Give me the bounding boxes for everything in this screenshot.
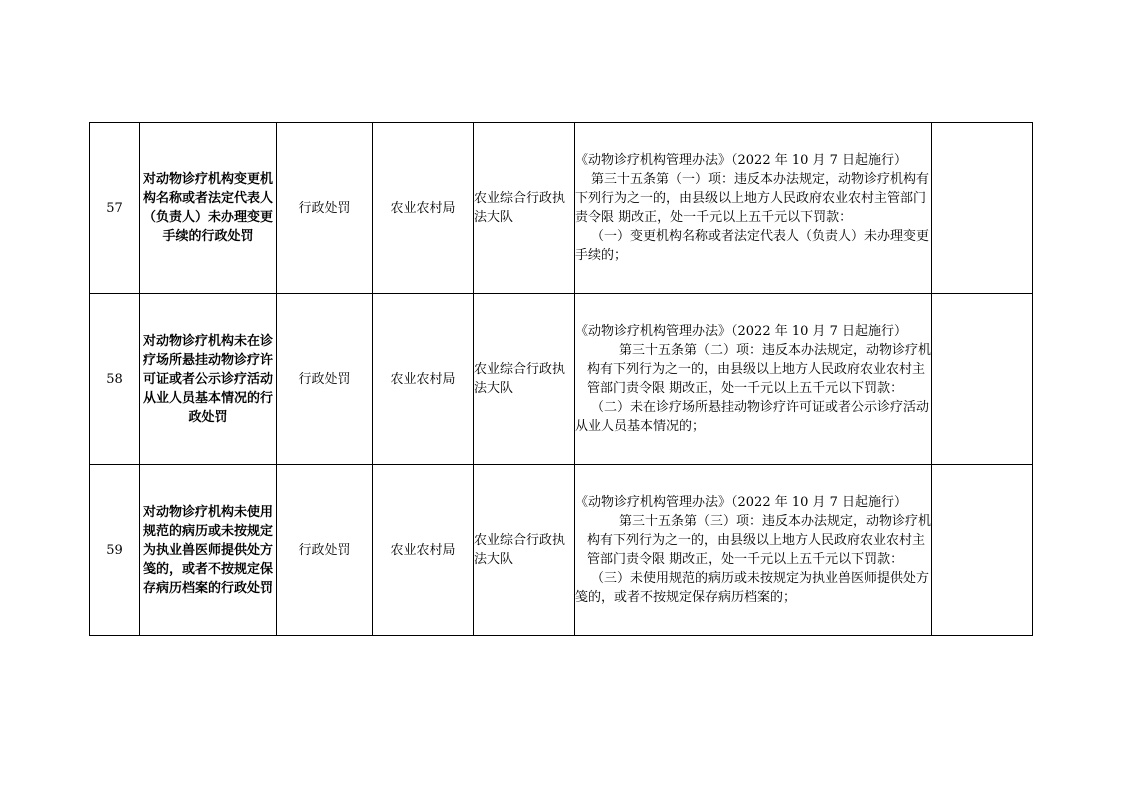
basis-item: （二）未在诊疗场所悬挂动物诊疗许可证或者公示诊疗活动从业人员基本情况的； [575, 400, 930, 434]
remark-cell [932, 123, 1033, 294]
row-number: 58 [90, 294, 140, 465]
basis-item: （三）未使用规范的病历或未按规定为执业兽医师提供处方笺的，或者不按规定保存病历档案的； [575, 571, 930, 605]
penalty-table [89, 122, 1033, 636]
executing-unit: 农业综合行政执法大队 [474, 123, 575, 294]
remark-cell [932, 294, 1033, 465]
table-row [90, 123, 1033, 294]
basis-law: 《动物诊疗机构管理办法》（2022 年 10 月 7 日起施行） [575, 495, 908, 510]
table-row [90, 465, 1033, 636]
item-category: 行政处罚 [277, 294, 373, 465]
legal-basis [575, 465, 932, 636]
responsible-department: 农业农村局 [373, 123, 474, 294]
responsible-department: 农业农村局 [373, 294, 474, 465]
item-category: 行政处罚 [277, 123, 373, 294]
basis-item: （一）变更机构名称或者法定代表人（负责人）未办理变更手续的； [575, 229, 930, 263]
legal-basis [575, 123, 932, 294]
executing-unit: 农业综合行政执法大队 [474, 294, 575, 465]
responsible-department: 农业农村局 [373, 465, 474, 636]
item-category: 行政处罚 [277, 465, 373, 636]
remark-cell [932, 465, 1033, 636]
basis-article: 第三十五条第（三）项：违反本办法规定，动物诊疗机构有下列行为之一的，由县级以上地方人民政府农业农村主管部门责令限 期改正，处一千元以上五千元以下罚款： [587, 514, 932, 567]
basis-article: 第三十五条第（二）项：违反本办法规定，动物诊疗机构有下列行为之一的，由县级以上地方人民政府农业农村主管部门责令限 期改正，处一千元以上五千元以下罚款： [587, 343, 932, 396]
item-name: 对动物诊疗机构未在诊疗场所悬挂动物诊疗许可证或者公示诊疗活动从业人员基本情况的行政处罚 [140, 294, 277, 465]
basis-law: 《动物诊疗机构管理办法》（2022 年 10 月 7 日起施行） [575, 324, 908, 339]
basis-law: 《动物诊疗机构管理办法》（2022 年 10 月 7 日起施行） [575, 153, 908, 168]
executing-unit: 农业综合行政执法大队 [474, 465, 575, 636]
row-number: 59 [90, 465, 140, 636]
item-name: 对动物诊疗机构未使用规范的病历或未按规定为执业兽医师提供处方笺的，或者不按规定保存病历档案的行政处罚 [140, 465, 277, 636]
legal-basis [575, 294, 932, 465]
item-name: 对动物诊疗机构变更机构名称或者法定代表人（负责人）未办理变更手续的行政处罚 [140, 123, 277, 294]
table-row [90, 294, 1033, 465]
row-number: 57 [90, 123, 140, 294]
basis-article: 第三十五条第（一）项：违反本办法规定，动物诊疗机构有下列行为之一的，由县级以上地方人民政府农业农村主管部门责令限 期改正，处一千元以上五千元以下罚款： [575, 172, 930, 225]
